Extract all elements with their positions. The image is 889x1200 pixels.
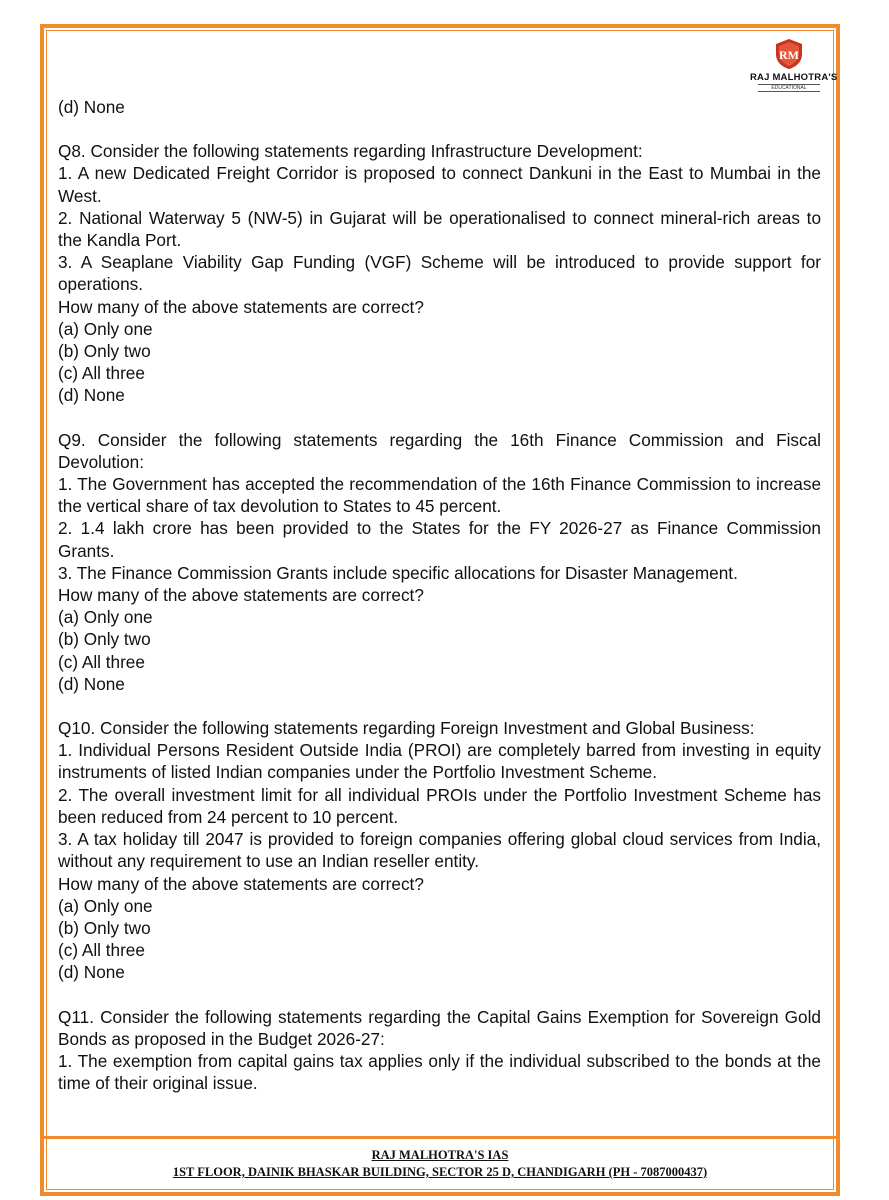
text-line: How many of the above statements are correct? <box>58 873 424 894</box>
svg-text:RM: RM <box>779 48 799 62</box>
text-line: 1. A new Dedicated Freight Corridor is proposed to connect Dankuni in the East to Mumbai in the West. <box>58 163 821 206</box>
text-line: 3. A Seaplane Viability Gap Funding (VGF) Scheme will be introduced to provide support for operations. <box>58 252 821 295</box>
text-line: 2. The overall investment limit for all individual PROIs under the Portfolio Investment Scheme has been reduced from 24 percent to 10 percent. <box>58 784 821 827</box>
text-line: Q11. Consider the following statements regarding the Capital Gains Exemption for Sovereign Gold Bonds as proposed in the Budget 2026-27: <box>58 1006 821 1049</box>
text-line: Q8. Consider the following statements regarding Infrastructure Development: <box>58 141 643 162</box>
paragraph-gap <box>58 118 821 140</box>
text-line: (c) All three <box>58 940 145 961</box>
text-line: 3. A tax holiday till 2047 is provided to foreign companies offering global cloud services from India, without any requirement to use an Indian reseller entity. <box>58 829 821 872</box>
footer-institute-name: RAJ MALHOTRA'S IAS <box>371 1148 509 1162</box>
shield-logo-icon <box>774 38 804 70</box>
document-body <box>58 96 821 1094</box>
text-line: How many of the above statements are correct? <box>58 585 424 606</box>
paragraph-gap <box>58 695 821 717</box>
footer <box>40 1136 840 1192</box>
text-line: (d) None <box>58 385 125 406</box>
text-line: Q9. Consider the following statements regarding the 16th Finance Commission and Fiscal Devolution: <box>58 429 821 472</box>
text-line: Q10. Consider the following statements regarding Foreign Investment and Global Business: <box>58 718 755 739</box>
paragraph-gap <box>58 984 821 1006</box>
text-line: (d) None <box>58 962 125 983</box>
text-line: (a) Only one <box>58 318 153 339</box>
text-line: (b) Only two <box>58 341 151 362</box>
text-line: (b) Only two <box>58 629 151 650</box>
text-line: 2. 1.4 lakh crore has been provided to the States for the FY 2026-27 as Finance Commission Grants. <box>58 518 821 561</box>
brand-logo <box>750 38 838 94</box>
text-line: (a) Only one <box>58 607 153 628</box>
text-line: (b) Only two <box>58 917 151 938</box>
text-line: (d) None <box>58 97 125 117</box>
text-line: (d) None <box>58 673 125 694</box>
text-line: (c) All three <box>58 651 145 672</box>
logo-subtitle: EDUCATIONAL <box>758 84 820 92</box>
text-line: 1. The exemption from capital gains tax applies only if the individual subscribed to the bonds at the time of their original issue. <box>58 1050 821 1094</box>
text-line: (c) All three <box>58 363 145 384</box>
paragraph-gap <box>58 407 821 429</box>
text-line: 1. Individual Persons Resident Outside India (PROI) are completely barred from investing in equity instruments of listed Indian companies under the Portfolio Investment Scheme. <box>58 740 821 783</box>
text-line: 1. The Government has accepted the recommendation of the 16th Finance Commission to increase the vertical share of tax devolution to States to 45 percent. <box>58 474 821 517</box>
text-line: 3. The Finance Commission Grants include specific allocations for Disaster Management. <box>58 562 738 583</box>
text-line: How many of the above statements are correct? <box>58 296 424 317</box>
footer-address: 1ST FLOOR, DAINIK BHASKAR BUILDING, SECTOR 25 D, CHANDIGARH (PH - 7087000437) <box>172 1165 708 1179</box>
text-line: 2. National Waterway 5 (NW-5) in Gujarat will be operationalised to connect mineral-rich areas to the Kandla Port. <box>58 207 821 251</box>
text-line: (a) Only one <box>58 895 153 916</box>
logo-name: RAJ MALHOTRA'S <box>750 72 838 83</box>
